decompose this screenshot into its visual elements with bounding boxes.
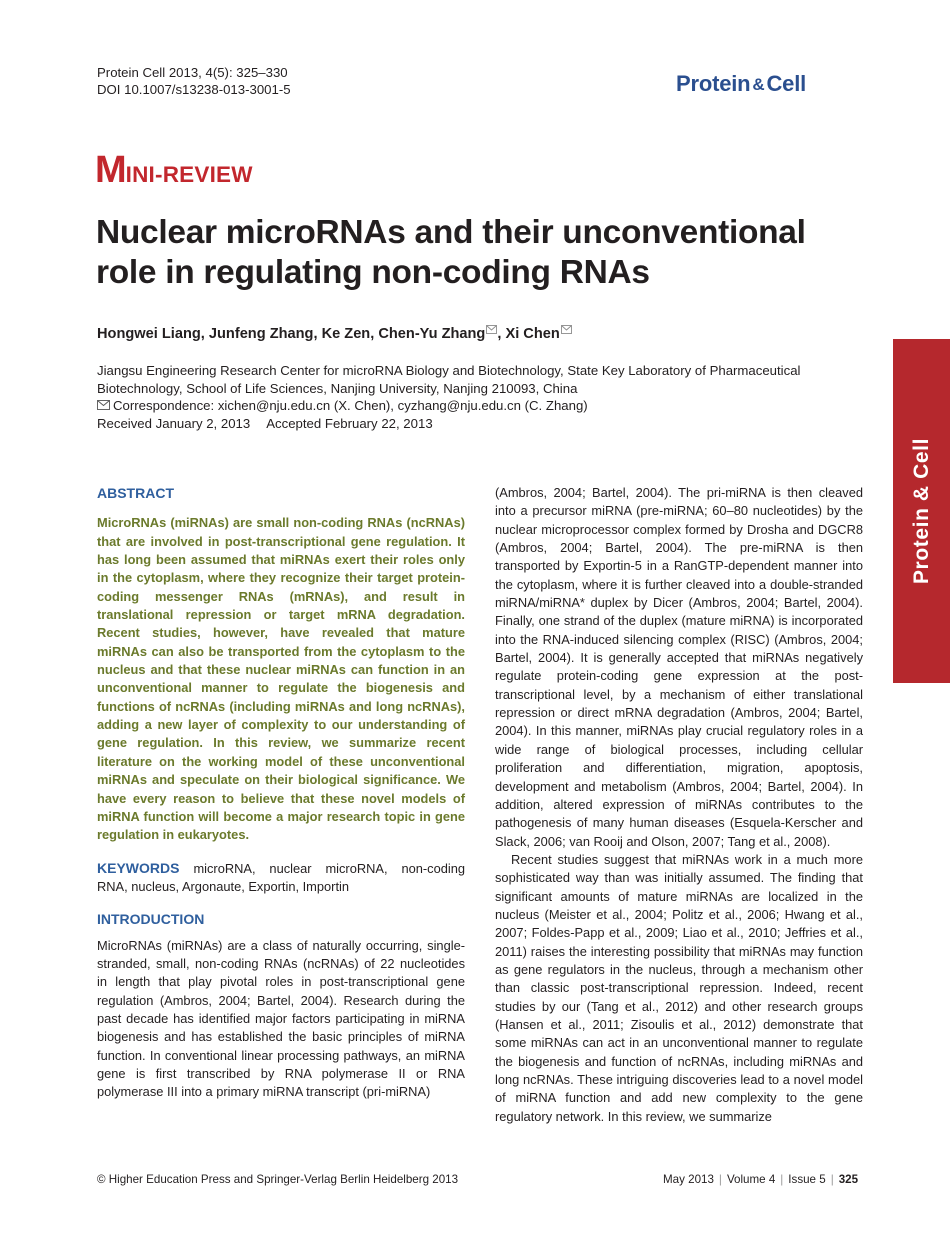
footer-date: May 2013 [663,1173,714,1186]
affiliation-block [97,362,837,432]
envelope-icon [97,397,110,415]
abstract-heading: ABSTRACT [97,485,174,501]
authors-part-2: , Xi Chen [497,326,560,342]
abstract-body: MicroRNAs (miRNAs) are small non-coding RNAs (ncRNAs) that are involved in post-transcriptional gene regulation. It has long been assumed that miRNAs exert their roles only in the cytoplasm, where they recognize their target protein-coding messenger RNAs (mRNAs), and result in translational repression or target mRNA degradation. Recent studies, however, have revealed that mature miRNAs can also be transported from the cytoplasm to the nucleus and that these nuclear miRNAs can function in an unconventional manner to regulate the biogenesis and functions of ncRNAs (including miRNAs and long ncRNAs), adding a new layer of complexity to our understanding of gene regulation. In this review, we summarize recent literature on the working model of these unconventional miRNAs and speculate on their biological significance. We have every reason to believe that these novel models of miRNA function will become a major research topic in gene regulation in eukaryotes. [97,515,465,843]
introduction-paragraph-1: MicroRNAs (miRNAs) are a class of naturally occurring, single-stranded, small, non-coding RNAs (ncRNAs) of 22 nucleotides in length that play pivotal roles in post-transcriptional gene regulation (Ambros, 2004; Bartel, 2004). Research during the past decade has identified major factors participating in miRNA biogenesis and has established the basic principles of miRNA function. In conventional linear processing pathways, an miRNA gene is first transcribed by RNA polymerase II or RNA polymerase III into a primary miRNA transcript (pri-miRNA) [97,937,465,1100]
section-label-initial: M [95,149,126,191]
introduction-paragraph-2: Recent studies suggest that miRNAs work in a much more sophisticated way than was initially assumed. The finding that significant amounts of mature miRNAs are localized in the nucleus (Meister et al., 2004; Politz et al., 2006; Hwang et al., 2007; Foldes-Papp et al., 2009; Liao et al., 2010; Jeffries et al., 2011) raises the interesting possibility that miRNAs may function as gene regulators in the nucleus, through a mechanism other than classic post-transcriptional repression. Indeed, recent studies by our (Tang et al., 2012) and other research groups (Hansen et al., 2011; Zisoulis et al., 2012) demonstrate that some miRNAs can act in an unconventional manner to regulate the biogenesis and function of ncRNAs, including miRNAs and long ncRNAs. These intriguing discoveries lead to a novel model of miRNA function and add new complexity to the gene regulatory network. In this review, we summarize [495,851,863,1124]
doi: DOI 10.1007/s13238-013-3001-5 [97,82,291,97]
authors-part-1: Hongwei Liang, Junfeng Zhang, Ke Zen, Chen-Yu Zhang [97,326,486,342]
footer-issue: Issue 5 [788,1173,826,1186]
dates-line [97,415,837,433]
keywords-paragraph [97,859,465,897]
author-list [97,326,572,342]
right-column [495,484,863,1126]
affiliation: Jiangsu Engineering Research Center for microRNA Biology and Biotechnology, State Key Laboratory of Pharmaceutical Biotechnology, School of Life Sciences, Nanjing University, Nanjing 210093, China [97,363,801,396]
page-number: 325 [838,1173,859,1186]
article-title: Nuclear microRNAs and their unconventional role in regulating non-coding RNAs [96,214,806,291]
footer-divider: | [830,1173,834,1186]
issue-footer [663,1173,858,1186]
footer-divider: | [780,1173,784,1186]
introduction-heading: INTRODUCTION [97,911,205,928]
keywords-text: microRNA, nuclear microRNA, non-coding RNA, nucleus, Argonaute, Exportin, Importin [97,860,465,894]
correspondence-line [97,397,837,415]
journal-citation: Protein Cell 2013, 4(5): 325–330 [97,65,288,80]
received-date: Received January 2, 2013 [97,415,251,431]
brand-ampersand: & [752,75,765,94]
accepted-date: Accepted February 22, 2013 [266,415,433,431]
envelope-icon [561,322,572,338]
correspondence: Correspondence: xichen@nju.edu.cn (X. Chen), cyzhang@nju.edu.cn (C. Zhang) [113,398,588,413]
brand-word-1: Protein [676,71,751,96]
left-column [97,484,465,1102]
footer-volume: Volume 4 [726,1173,776,1186]
brand-word-2: Cell [766,71,807,96]
keywords-heading: KEYWORDS [97,859,180,876]
side-journal-tab [893,339,950,683]
section-label-rest: INI-REVIEW [125,162,253,187]
envelope-icon [486,322,497,338]
side-tab-label: Protein & Cell [909,437,933,585]
copyright-footer: © Higher Education Press and Springer-Verlag Berlin Heidelberg 2013 [97,1173,459,1186]
section-label [95,151,253,189]
footer-divider: | [718,1173,722,1186]
journal-citation-block [97,64,291,98]
introduction-paragraph-1-continued: (Ambros, 2004; Bartel, 2004). The pri-miRNA is then cleaved into a precursor miRNA (pre-miRNA; 60–80 nucleotides) by the nuclear microprocessor complex formed by Drosha and DGCR8 (Ambros, 2004; Bartel, 2004). The pre-miRNA is then transported by Exportin-5 in a RanGTP-dependent manner into the cytoplasm, where it is further cleaved into a double-stranded miRNA/miRNA* duplex by Dicer (Ambros, 2004; Bartel, 2004). Finally, one strand of the duplex (mature miRNA) is incorporated into the RNA-induced silencing complex (RISC) (Ambros, 2004; Bartel, 2004). It is generally accepted that miRNAs negatively regulate protein-coding gene expression at the post-transcriptional level, by a mechanism of either translational repression or direct mRNA degradation (Ambros, 2004; Bartel, 2004). In this manner, miRNAs play crucial regulatory roles in a wide range of biological processes, including cellular proliferation and differentiation, migration, apoptosis, development and metabolism (Ambros, 2004; Bartel, 2004). In addition, altered expression of miRNAs contributes to the pathogenesis of many human diseases (Esquela-Kerscher and Slack, 2006; van Rooij and Olson, 2007; Tang et al., 2008). [495,485,863,849]
journal-brand-logo [676,71,806,97]
